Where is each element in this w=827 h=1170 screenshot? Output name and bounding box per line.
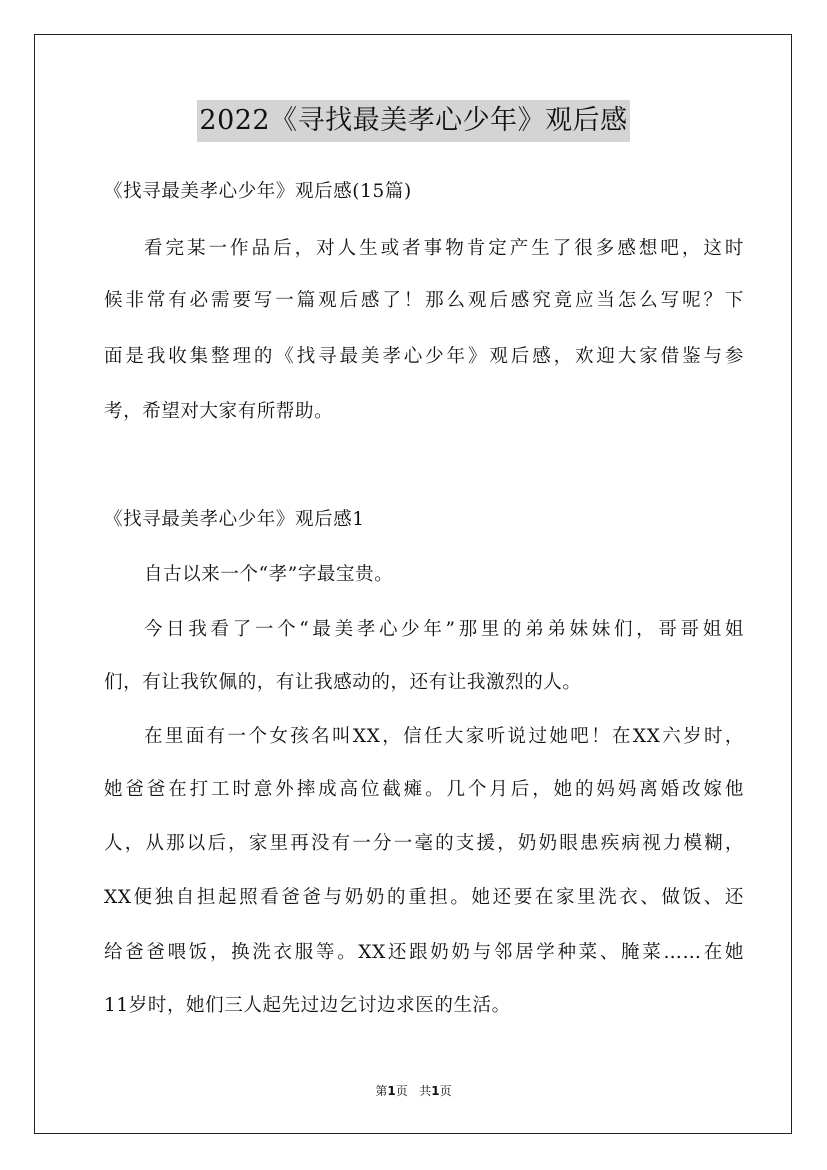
document-title: 2022《寻找最美孝心少年》观后感 [197, 100, 629, 142]
para3-line-4: XX便独自担起照看爸爸与奶奶的重担。她还要在家里洗衣、做饭、还 [104, 887, 744, 908]
page-footer [0, 1083, 827, 1099]
section-heading: 《找寻最美孝心少年》观后感1 [104, 509, 365, 530]
para1-line-1: 自古以来一个“孝”字最宝贵。 [144, 564, 394, 585]
intro-line-1: 看完某一作品后，对人生或者事物肯定产生了很多感想吧，这时 [144, 238, 744, 259]
intro-line-3: 面是我收集整理的《找寻最美孝心少年》观后感，欢迎大家借鉴与参 [104, 346, 744, 367]
footer-total-suffix: 页 [439, 1084, 452, 1098]
para3-line-5: 给爸爸喂饭，换洗衣服等。XX还跟奶奶与邻居学种菜、腌菜……在她 [104, 942, 744, 963]
footer-page-prefix: 第 [375, 1084, 388, 1098]
intro-line-4: 考，希望对大家有所帮助。 [104, 401, 334, 422]
para2-line-1: 今日我看了一个“最美孝心少年”那里的弟弟妹妹们，哥哥姐姐 [144, 619, 744, 640]
para3-line-6: 11岁时，她们三人起先过边乞讨边求医的生活。 [104, 995, 511, 1016]
intro-line-2: 候非常有必需要写一篇观后感了！那么观后感究竟应当怎么写呢？下 [104, 290, 744, 311]
footer-page-suffix: 页 [395, 1084, 408, 1098]
footer-page-number: 1 [387, 1084, 396, 1098]
title-container [0, 100, 827, 142]
document-subtitle: 《找寻最美孝心少年》观后感(15篇) [104, 181, 412, 202]
para3-line-1: 在里面有一个女孩名叫XX，信任大家听说过她吧！在XX六岁时， [144, 726, 744, 747]
para3-line-3: 人，从那以后，家里再没有一分一毫的支援，奶奶眼患疾病视力模糊， [104, 833, 744, 854]
footer-total-prefix: 共 [419, 1084, 432, 1098]
para2-line-2: 们，有让我钦佩的，有让我感动的，还有让我激烈的人。 [104, 672, 582, 693]
para3-line-2: 她爸爸在打工时意外摔成高位截瘫。几个月后，她的妈妈离婚改嫁他 [104, 779, 744, 800]
footer-total-number: 1 [431, 1084, 440, 1098]
